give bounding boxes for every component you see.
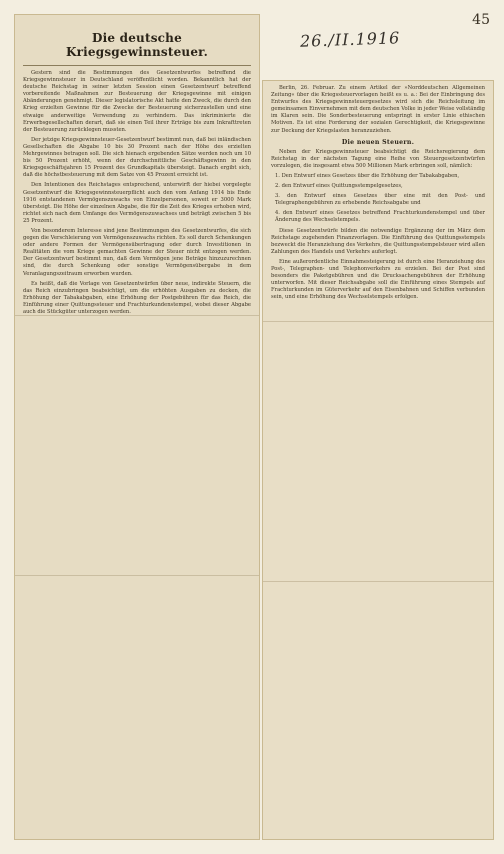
- clipping-headline: Die deutsche Kriegsgewinnsteuer.: [66, 31, 208, 59]
- section-list-item-4: 4. den Entwurf eines Gesetzes betreffend Frachturkundenstempel und über Änderung des Wechselstempels.: [275, 210, 485, 224]
- left-paragraph-3: Den Intentionen des Reichstages entsprechend, unterwirft der hiebei vorgelegte Gesetzentwurf die Kriegsgewinnsteuerpflicht auch den vom Anfang 1914 bis Ende 1916 entstandenen Vermögenszuwachs von Einzelpersonen, soweit er 3000 Mark übersteigt. Die Höhe der einzelnen Abgabe, die für die Zeit des Krieges erhoben wird, richtet sich nach dem Umfange des Vermögenszuwachses und beträgt zwischen 5 bis 25 Prozent.: [23, 182, 251, 224]
- paper-fold: [15, 315, 259, 316]
- left-paragraph-1: Gestern sind die Bestimmungen des Gesetzentwurfes betreffend die Kriegsgewinnsteuer in Deutschland veröffentlicht worden. Bekanntlich hat der deutsche Reichstag in seiner letzten Session einen Gesetzentwurf betreffend vorbereitende Maßnahmen zur Besteuerung der Kriegsgewinne mit einigen Abänderungen genehmigt. Dieser legislatorische Akt hatte den Zweck, die durch den Krieg erzielten Gewinne für die Zwecke der Besteuerung sicherzustellen und eine etwaige anderweitige Verwendung zu verhindern. Das inkriminierte die Erwerbsgesellschaften derart, daß sie einen Teil ihrer Erträge bis zum Inkrafttreten der Besteuerung zurücklegen mussten.: [23, 70, 251, 133]
- section-list-item-3: 3. den Entwurf eines Gesetzes über eine mit den Post- und Telegraphengebühren zu erhebende Reichsabgabe und: [275, 193, 485, 207]
- paper-fold: [263, 581, 493, 582]
- right-newspaper-clipping: [262, 80, 494, 840]
- section-heading: Die neuen Steuern.: [341, 138, 415, 146]
- headline-rule: [23, 65, 251, 66]
- left-newspaper-clipping: [14, 14, 260, 840]
- left-paragraph-2: Der jetzige Kriegsgewinnsteuer-Gesetzentwurf bestimmt nun, daß bei inländischen Gesellschaften die Abgabe 10 bis 30 Prozent nach der Höhe des erzielten Mehrgewinnes betragen soll. Die sich hienach ergebenden Sätze werden noch um 10 bis 50 Prozent erhöht, wenn der durchschnittliche Geschäftsgewinn in den Kriegsgeschäftsjahren 15 Prozent des Grundkapitals übersteigt. Danach ergibt sich, daß die höchstbesteuerung mit dem Satze von 45 Prozent erreicht ist.: [23, 136, 251, 179]
- page-number: 45: [472, 12, 490, 28]
- paper-fold: [263, 321, 493, 322]
- section-list-item-1: 1. Den Entwurf eines Gesetzes über die Erhöhung der Tabakabgaben,: [275, 172, 460, 179]
- section-paragraph-2: Diese Gesetzentwürfe bilden die notwendige Ergänzung der im März dem Reichstage zugehenden Finanzvorlagen. Die Einführung des Quittungsstempels bezweckt die Heranziehung des Verkehrs, die Quittungsstempelsteuer wird allen Zahlungen des Handels und Verkehrs auferlegt.: [271, 227, 485, 255]
- section-list-item-2: 2. den Entwurf eines Quittungsstempelgesetzes,: [275, 183, 403, 190]
- right-paragraph-1: Berlin, 26. Februar. Zu einem Artikel der »Norddeutschen Allgemeinen Zeitung« über die Kriegssteuervorlagen heißt es u. a.: Bei der Einbringung des Entwurfes des Kriegsgewinnsteuergesetzes wird sich die Reichsleitung im gemeinsamen Einvernehmen mit dem deutschen Volke in jeder Weise vollständig im Klaren sein. Die Sonderbesteuerung entspringt in erster Linie ethischen Motiven. Es ist eine Forderung der sozialen Gerechtigkeit, die Kriegsgewinne zur Deckung der Kriegslasten heranzuziehen.: [271, 85, 485, 134]
- paper-fold: [15, 575, 259, 576]
- section-paragraph-1: Neben der Kriegsgewinnsteuer beabsichtigt die Reichsregierung dem Reichstag in der nächsten Tagung eine Reihe von Steuergesetzentwürfen vorzulegen, die insgesamt etwa 500 Millionen Mark erbringen soll, nämlich:: [271, 148, 485, 169]
- left-paragraph-4: Von besonderem Interesse sind jene Bestimmungen des Gesetzentwurfes, die sich gegen die Verschleierung von Vermögenszuwachs richten. Es soll durch Schenkungen oder andere Formen der Vermögensübertragung oder durch Investitionen in Realitäten die vom Kriege gemachten Gewinne der Steuer nicht entzogen werden. Der Gesetzentwurf bestimmt nun, daß dem Vermögen jene Beträge hinzuzurechnen sind, die durch Schenkung oder sonstige Vermögensübergabe in dem Veranlagungszeitraum erworben wurden.: [23, 227, 251, 277]
- left-paragraph-5: Es heißt, daß die Vorlage von Gesetzentwürfen über neue, indirekte Steuern, die das Reich einzubringen beabsichtigt, um die erhöhten Ausgaben zu decken, die Erhöhung der Tabakabgaben, eine Erhöhung der Postgebühren für das Reich, die Einführung einer Quittungssteuer und Frachturkundenstempel, wobei dieser Abgabe auch die Stückgüter unterzogen werden.: [23, 280, 251, 315]
- section-paragraph-3: Eine außerordentliche Einnahmesteigerung ist durch eine Heranziehung des Post-, Telegraphen- und Telephonverkehrs zu erzielen. Bei der Post sind besonders die Paketgebühren und die Drucksachengebühren der Erhöhung unterworfen. Mit dieser Reichsabgabe soll die Einführung eines Stempels auf Frachturkunden im Güterverkehr auf den Eisenbahnen und Schiffen verbunden sein, und eine Erhöhung des Wechselstempels erfolgen.: [271, 258, 485, 301]
- handwritten-date: 26./II.1916: [299, 28, 401, 51]
